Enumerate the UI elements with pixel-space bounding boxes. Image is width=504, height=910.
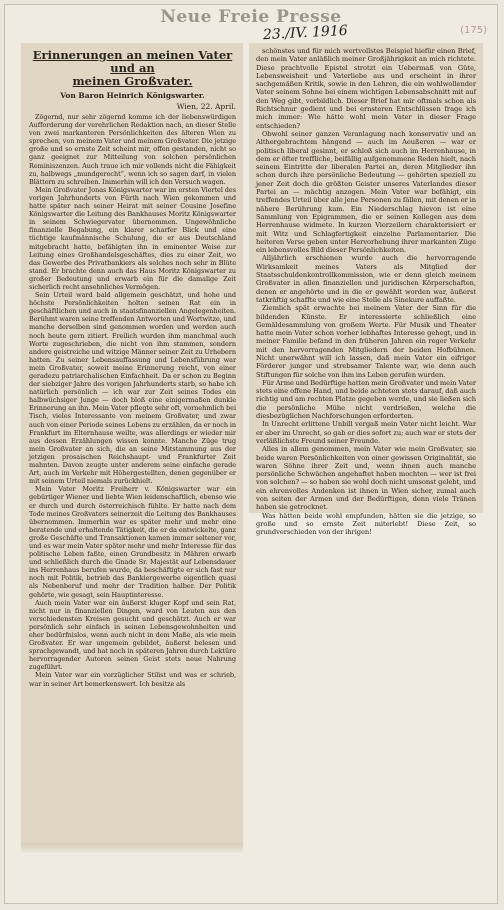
article-byline: Von Baron Heinrich Königswarter. xyxy=(60,91,205,100)
article-paragraph: Sein Urteil ward bald allgemein geschätzt, und hohe und höchste Persönlichkeiten holten seinen Rat ein in geschäftlichen und auch in staatsfinanziellen Angelegenheiten. Berühmt waren seine treffenden Antworten und Wortwitze, und manche derselben sind genommen worden und werden auch noch heute gern zitiert. Freilich wurden ihm manchmal auch Worte zugeschrieben, die nicht von ihm stammen, sondern andere geistreiche und witzige Männer seiner Zeit zu Urhebern hatten. Zu seiner Lebensauffassung und Lebensführung war mein Großvater, soweit meine Erinnerung reicht, von einer geradezu patriarchalischen Einfachheit. Da er schon zu Beginn der siebziger Jahre des vorigen Jahrhunderts starb, so habe ich natürlich persönlich — ich war zur Zeit seines Todes ein halbwüchsiger Junge — doch bloß eine einigermaßen dunkle Erinnerung an ihn. Mein Vater pflegte sehr oft, vornehmlich bei Tisch, vieles Interessante von meinem Großvater, und zwar auch von einer Periode seines Lebens zu erzählen, da er noch in Frankfurt im Elternhause weilte, was allerdings er wieder mir aus dessen Erzählungen wissen konnte. Manche Züge trug mein Großvater an sich, die an seine Mitstammung aus der jetzigen prosaischen Reichshaupt- und Frankfurter Zeit mahnten. Davon zeugte unter anderem seine einfache gerade Art, auch im Verkehr mit Höhergestellten, denen gegenüber er mit seinem Urteil niemals zurückhielt. xyxy=(29,291,236,486)
article-paragraph: Auch mein Vater war ein äußerst kluger Kopf und sein Rat, nicht nur in finanziellen Dingen, ward von Leuten aus den verschiedensten Kreisen gesucht und geschätzt. Auch er war persönlich sehr einfach in seinen Lebensgewohnheiten und eher bedürfnislos, wenn auch nicht in dem Maße, als wie mein Großvater. Er war ungemein gebildet, äußerst belesen und sprachgewandt, und hat noch in späteren Jahren durch Lektüre hervorragender Autoren seinen Geist stets neue Nahrung zugeführt. xyxy=(29,598,236,672)
article-paragraph: Ziemlich spät erwachte bei meinem Vater der Sinn für die bildenden Künste. Er interessierte schließlich eine Gemäldesammlung von großem Werte. Für Musik und Theater hatte mein Vater schon vorher lebhaftes Interesse gehegt, und in meiner Familie befand in den früheren Jahren ein reger Verkehr mit den hervorragenden Mitgliedern der beiden Hofbühnen. Nicht unerwähnt will ich lassen, daß mein Vater ein eifriger Förderer junger und strebsamer Talente war, wie denn auch Stiftungen für solche von ihm ins Leben gerufen wurden. xyxy=(256,304,476,379)
article-paragraph: Für Arme und Bedürftige hatten mein Großvater und mein Vater stets eine offene Hand, und beide achteten stets darauf, daß auch richtig und am rechten Platze gegeben werde, und sie ließen sich die persönliche Mühe nicht verdrießen, welche die diesbezüglichen Nachforschungen erforderten. xyxy=(256,378,476,421)
article-title-line-2: meinen Großvater. xyxy=(72,74,193,88)
article-dateline: Wien, 22. April. xyxy=(176,102,236,111)
article-paragraph: In Unrecht erlittene Unbill vergaß mein Vater nicht leicht. War er aber im Unrecht, so gab er dies sofort zu; auch war er stets der verläßlichste Freund seiner Freunde. xyxy=(256,420,476,445)
archive-number: (175) xyxy=(460,25,487,36)
handwritten-date: 23./IV. 1916 xyxy=(262,22,349,44)
article-paragraph: Obwohl seiner ganzen Veranlagung nach konservativ und an Althergebrachtem hängend — auch im Aeußeren — war er politisch liberal gesinnt, er schloß sich auch im Herrenhause, in dem er öfter treffliche, beifällig aufgenommene Reden hielt, nach seinem Eintritte der liberalen Partei an, deren Mitglieder ihn schon durch ihre persönliche Bedeutung — gehörten speziell zu jener Zeit doch die größten Geister unseres Vaterlandes dieser Partei an — mächtig anzogen. Mein Vater war befähigt, ein treffendes Urteil über alle jene Personen zu fällen, mit denen er in nähere Berührung kam. Ein Niederschlag hievon ist eine Sammlung von Epigrammen, die er seinen Kollegen aus dem Herrenhause widmete. In kurzen Vierzeilern charakterisiert er mit Witz und Schlagfertigkeit einzelne Parlamentarier. Die heiteren Verse geben unter Hervorhebung ihrer markanten Züge ein lebensvolles Bild dieser Persönlichkeiten. xyxy=(256,129,476,255)
article-paragraph: Zögernd, nur sehr zögernd komme ich der liebenswürdigen Aufforderung der verehrlichen Redaktion nach, an dieser Stelle von zwei markanteren Persönlichkeiten des älteren Wien zu sprechen, von meinem Vater und meinem Großvater. Die jetzige große und so ernste Zeit scheint mir, offen gestanden, nicht so ganz geeignet zur Mitteilung von solchen persönlichen Reminiszenzen. Auch traue ich mir vollends nicht die Fähigkeit zu, halbwegs „mundgerecht“, wenn ich so sagen darf, in vielen Blättern zu schreiben. Immerhin will ich den Versuch wagen. xyxy=(29,113,236,186)
article-title-line-1: Erinnerungen an meinen Vater und an xyxy=(32,48,233,75)
clipping-right-column xyxy=(249,43,483,537)
article-paragraph: Mein Vater Moritz Freiherr v. Königswarter war ein gebürtiger Wiener und liebte Wien leidenschaftlich, ebenso wie er durch und durch österreichisch fühlte. Er hatte nach dem Tode meines Großvaters seinerzeit die Leitung des Bankhauses übernommen. Immerhin war es später mehr und mehr eine beratende und erhaltende Tätigkeit, die er da entwickelte, ganz große Geschäfte und Transaktionen kamen immer seltener vor, und es war mein Vater später mehr und mehr Interesse für das politische Leben faßte, einen Grundbesitz in Mähren erwarb und schließlich durch die Gnade Sr. Majestät auf Lebensdauer ins Herrenhaus berufen wurde, da beschäftigte er sich fast nur noch mit Politik, betrieb das Bankiergewerbe eigentlich quasi als Nebenberuf und mehr der Tradition halber. Der Politik gehörte, wie gesagt, sein Hauptinteresse. xyxy=(29,485,236,599)
article-paragraph: Alljährlich erschienen wurde auch die hervorragende Wirksamkeit meines Vaters als Mitglied der Staatsschuldenkontrollkommission, wie er denn gleich meinem Großvater in allen finanziellen und juridischen Körperschaften, denen er angehörte und in die er gewählt worden war, äußerst tatkräftig schaffte und wie eine Stelle als Sinekure auffaßte. xyxy=(256,254,476,304)
clipping-left-column xyxy=(21,43,243,843)
article-paragraph: schönstes und für mich wertvollstes Beispiel hiefür einen Brief, den mein Vater anläßlich meiner Großjährigkeit an mich richtete. Diese prachtvolle Epistel strotzt ein Uebermaß von Güte, Lebensweisheit und Vaterliebe aus und erscheint in ihrer sachgemäßen Kritik, sowie in den Lehren, die ein wohlwollender Vater seinem Sohne bei einem wichtigen Lebensabschnitt mit auf den Weg gibt, vorbildlich. Dieser Brief hat mir oftmals schon als Richtschnur gedient und bei ernsteren Entschlüssen frage ich mich immer: Wie hätte wohl mein Vater in dieser Frage entschieden? xyxy=(256,47,476,130)
article-paragraph: Was hätten beide wohl empfunden, hätten sie die jetzige, so große und so ernste Zeit miterlebt! Diese Zeit, so grundverschieden von der ihrigen! xyxy=(256,511,476,537)
article-paragraph: Alles in allem genommen, mein Vater wie mein Großvater, sie beide waren Persönlichkeiten von einer gewissen Originalität, sie waren Söhne ihrer Zeit und, wenn ihnen auch manche persönliche Schwächen angehaftet haben mochten — wer ist frei von solchen? — so haben sie wohl doch nicht umsonst gelebt, und ein ehrenvolles Andenken ist ihnen in Wien sicher, zumal auch von seiten der Armen und der Bedürftigen, denn viele Tränen haben sie getrocknet. xyxy=(256,445,476,512)
newspaper-masthead: Neue Freie Presse xyxy=(160,7,342,27)
archive-sheet xyxy=(4,4,498,904)
article-paragraph: Mein Großvater Jonas Königswarter war im ersten Viertel des vorigen Jahrhunderts von Fürth nach Wien gekommen und hatte später nach seiner Heirat mit seiner Cousine Josefine Königswarter die Leitung des Bankhauses Moritz Königswarter in seinem Schwiegervater übernommen. Ungewöhnliche finanzielle Begabung, ein klarer scharfer Blick und eine tüchtige kaufmännische Schulung, die er aus Deutschland mitgebracht hatte, befähigten ihn in eminenter Weise zur Leitung eines Großhandelsgeschäftes, dies zu einer Zeit, wo das Gewerbe des Privatbankiers als solches noch sehr in Blüte stand. Er brachte denn auch das Haus Moritz Königswarter zu großer Bedeutung und erwarb ein für die damalige Zeit sicherlich recht ansehnliches Vermögen. xyxy=(29,185,236,291)
article-title xyxy=(29,49,236,88)
clipping-edge-shadow xyxy=(21,843,243,853)
article-paragraph: Mein Vater war ein vorzüglicher Stilist und was er schrieb, war in seiner Art bemerkenswert. Ich besitze als xyxy=(29,671,236,688)
